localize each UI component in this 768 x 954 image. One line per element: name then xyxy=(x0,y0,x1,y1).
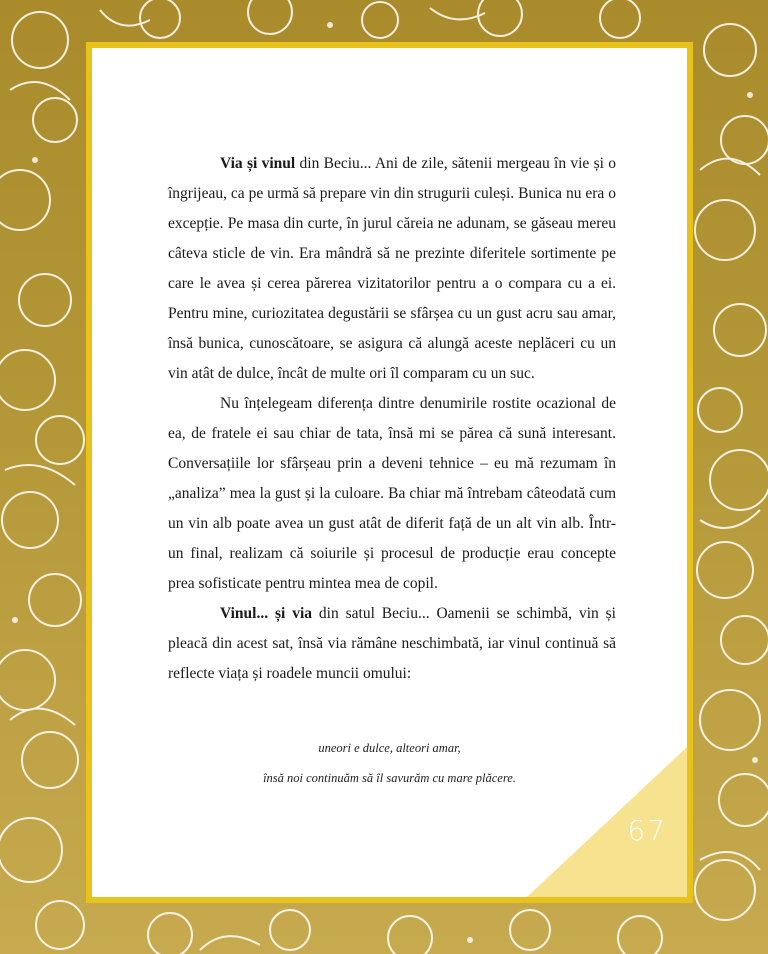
poem-line-2: însă noi continuăm să îl savurăm cu mare plăcere. xyxy=(263,771,516,785)
text-body xyxy=(168,149,616,689)
paragraph-1 xyxy=(168,149,616,389)
paragraph-2-text: Nu înțelegeam diferența dintre denumirile rostite ocazional de ea, de fratele ei sau chiar de tata, însă mi se părea că sună interesant. Conversațiile lor sfârșeau prin a deveni tehnice – eu mă rezumam în „analiza” mea la gust și la culoare. Ba chiar mă întrebam câteodată cum un vin alb poate avea un gust atât de diferit față de un alt vin alb. Într-un final, realizam că soiurile și procesul de producție erau concepte prea sofisticate pentru mintea mea de copil. xyxy=(168,395,616,592)
page-frame xyxy=(86,42,693,903)
paragraph-1-lead: Via și vinul xyxy=(220,155,296,172)
paragraph-3 xyxy=(168,599,616,689)
paragraph-3-lead: Vinul... și via xyxy=(220,605,313,622)
page-number: 67 xyxy=(627,814,667,847)
paragraph-2 xyxy=(168,389,616,599)
paragraph-1-text: din Beciu... Ani de zile, sătenii mergeau în vie și o îngrijeau, ca pe urmă să prepare vin din strugurii culeși. Bunica nu era o excepție. Pe masa din curte, în jurul căreia ne adunam, se găseau mereu câteva sticle de vin. Era mândră să ne prezinte diferitele sortimente pe care le avea și cerea părerea vizitatorilor pentru a o compara cu a ei. Pentru mine, curiozitatea degustării se sfârșea cu un gust acru sau amar, însă bunica, cunoscătoare, se asigura că alungă aceste neplăceri cu un vin atât de dulce, încât de multe ori îl comparam cu un suc. xyxy=(168,155,616,382)
poem-line-1: uneori e dulce, alteori amar, xyxy=(318,741,461,755)
paragraph-3-text: din satul Beciu... Oamenii se schimbă, vin și pleacă din acest sat, însă via rămâne neschimbată, iar vinul continuă să reflecte viața și roadele muncii omului: xyxy=(168,605,616,682)
